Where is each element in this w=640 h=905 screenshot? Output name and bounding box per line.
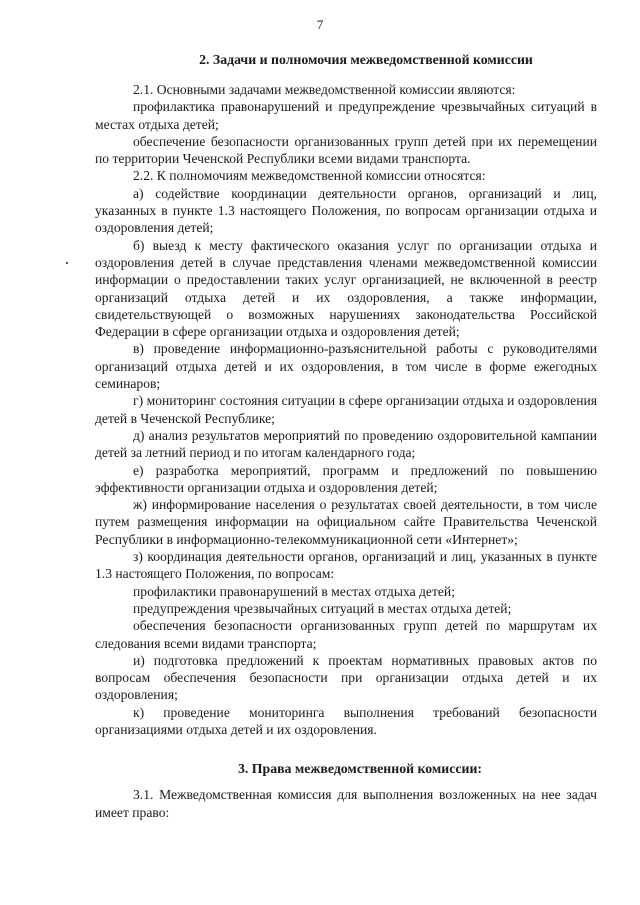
paragraph-2-2-k: к) проведение мониторинга выполнения требований безопасности организациями отдыха детей и их оздоровления. xyxy=(95,704,597,737)
paragraph-3-1: 3.1. Межведомственная комиссия для выполнения возложенных на нее задач имеет право: xyxy=(95,787,597,820)
paragraph-2-2-z: з) координация деятельности органов, организаций и лиц, указанных в пункте 1.3 настоящего Положения, по вопросам: xyxy=(95,549,597,582)
paragraph-2-2: 2.2. К полномочиям межведомственной комиссии относятся: xyxy=(133,168,486,184)
paragraph-2-2-zh: ж) информирование населения о результатах своей деятельности, в том числе путем размещения информации на официальном сайте Правительства Чеченской Республики в информационно-телекоммуникационной сети «Интернет»; xyxy=(95,497,597,547)
paragraph-2-2-g: г) мониторинг состояния ситуации в сфере организации отдыха и оздоровления детей в Чеченской Республике; xyxy=(95,393,597,426)
section-2-heading: 2. Задачи и полномочия межведомственной комиссии xyxy=(199,52,533,67)
paragraph-2-2-z-item-1: профилактики правонарушений в местах отдыха детей; xyxy=(133,583,455,599)
paragraph-2-2-e: е) разработка мероприятий, программ и предложений по повышению эффективности организации отдыха и оздоровления детей; xyxy=(95,462,597,495)
paragraph-2-1: 2.1. Основными задачами межведомственной комиссии являются: xyxy=(133,82,516,97)
paragraph-2-2-z-item-3: обеспечения безопасности организованных групп детей по маршрутам их следования всеми видами транспорта; xyxy=(95,618,597,651)
paragraph-2-2-v: в) проведение информационно-разъяснительной работы с руководителями организаций отдыха детей и их оздоровления, в том числе в форме ежегодных семинаров; xyxy=(95,341,597,392)
paragraph-2-2-i: и) подготовка предложений к проектам нормативных правовых актов по вопросам обеспечения безопасности при организации отдыха детей и их оздоровления; xyxy=(95,652,597,703)
paragraph-2-2-b: б) выезд к месту фактического оказания услуг по организации отдыха и оздоровления детей в случае представления членами межведомственной комиссии информации о предоставлении таких услуг организацией, не включенной в реестр организаций отдыха детей и их оздоровления, а также информации, свидетельствующей о возможных нарушениях законодательства Российской Федерации в сфере организации отдыха и оздоровления детей; xyxy=(95,237,597,340)
paragraph-2-2-z-item-2: предупреждения чрезвычайных ситуаций в местах отдыха детей; xyxy=(133,600,512,616)
scan-speck xyxy=(66,262,68,264)
paragraph-2-2-d: д) анализ результатов мероприятий по проведению оздоровительной кампании детей за летний период и по итогам календарного года; xyxy=(95,427,597,461)
section-3-heading: 3. Права межведомственной комиссии: xyxy=(238,761,482,777)
paragraph-2-1-item-2: обеспечение безопасности организованных групп детей при их перемещении по территории Чеченской Республики всеми видами транспорта. xyxy=(95,133,597,167)
page-number: 7 xyxy=(316,17,324,32)
document-body xyxy=(95,51,597,821)
section-2-body xyxy=(95,81,597,738)
paragraph-2-2-a: а) содействие координации деятельности органов, организаций и лиц, указанных в пункте 1.3 настоящего Положения, по вопросам организации отдыха и оздоровления детей; xyxy=(95,185,597,236)
paragraph-2-1-item-1: профилактика правонарушений и предупреждение чрезвычайных ситуаций в местах отдыха детей; xyxy=(95,99,597,132)
